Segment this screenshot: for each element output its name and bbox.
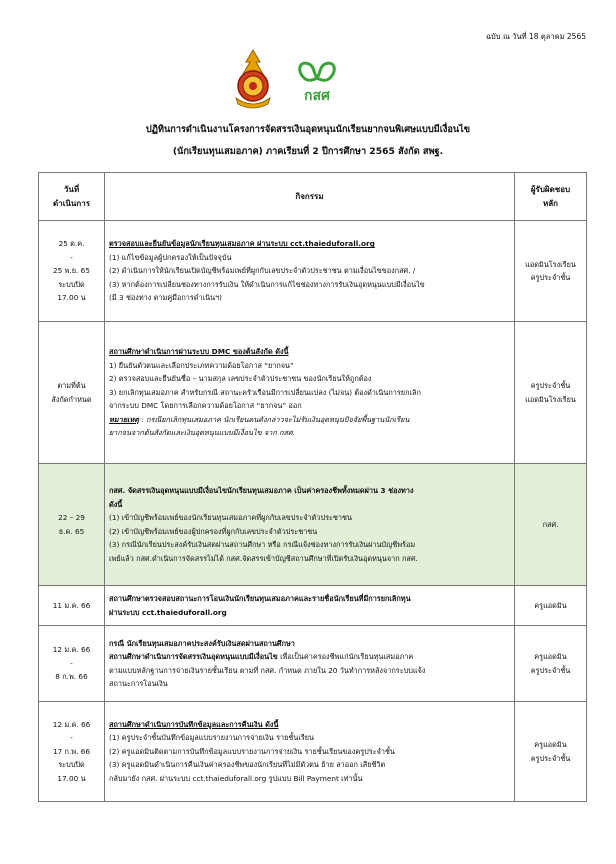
header-date: วันที่ ดำเนินการ <box>39 173 105 221</box>
row-responsible: ครูแอดมิน ครูประจำชั้น <box>515 626 587 702</box>
row-activity: สถานศึกษาดำเนินการผ่านระบบ DMC ของต้นสังกัด ดังนี้ 1) ยืนยันตัวตนและเลือกประเภทความด้อยโอกาส “ยากจน” 2) ตรวจสอบและยืนยันชื่อ – นามสกุล เลขประจำตัวประชาชน ของนักเรียนให้ถูกต้อง 3) ยกเลิกทุนเสมอภาค สำหรับกรณี สถานะครัวเรือนมีการเปลี่ยนแปลง (ไม่จน) ต้องดำเนินการยกเลิก จากระบบ DMC โดยการเลือกความด้อยโอกาส “ยากจน” ออก หมายเหตุ : กรณียกเลิกทุนเสมอภาค นักเรียนคนดังกล่าวจะไม่รับเงินอุดหนุนปัจจัยพื้นฐานนักเรียน ยากจนจากต้นสังกัดและเงินอุดหนุนแบบมีเงื่อนไข จาก กสศ. <box>105 322 515 464</box>
document-date: ฉบับ ณ วันที่ 18 ตุลาคม 2565 <box>485 32 586 41</box>
table-row <box>39 464 587 586</box>
schedule-table <box>38 172 587 802</box>
row-responsible: ครูแอดมิน <box>515 586 587 626</box>
table-row <box>39 702 587 802</box>
row-date: 22 – 29 ธ.ค. 65 <box>39 464 105 586</box>
row-date: ตามที่ต้น สังกัดกำหนด <box>39 322 105 464</box>
table-header-row <box>39 173 587 221</box>
row-date: 12 ม.ค. 66 - 8 ก.พ. 66 <box>39 626 105 702</box>
row-responsible: ครูแอดมิน ครูประจำชั้น <box>515 702 587 802</box>
row-activity: สถานศึกษาตรวจสอบสถานะการโอนเงินนักเรียนทุนเสมอภาคและรายชื่อนักเรียนที่มีการยกเลิกทุน ผ่านระบบ cct.thaieduforall.org <box>105 586 515 626</box>
page-title-line2: (นักเรียนทุนเสมอภาค) ภาคเรียนที่ 2 ปีการศึกษา 2565 สังกัด สพฐ. <box>172 146 444 157</box>
table-row <box>39 322 587 464</box>
eef-logo <box>294 56 340 104</box>
header-activity: กิจกรรม <box>105 173 515 221</box>
row-activity: สถานศึกษาดำเนินการบันทึกข้อมูลและการคืนเงิน ดังนี้ (1) ครูประจำชั้นบันทึกข้อมูลแบบรายงานการจ่ายเงิน รายชั้นเรียน (2) ครูแอดมินติดตามการบันทึกข้อมูลแบบรายงานการจ่ายเงิน รายชั้นเรียนของครูประจำชั้น (3) ครูแอดมินดำเนินการคืนเงินค่าครองชีพของนักเรียนที่ไม่มีตัวตน ย้าย ลาออก เสียชีวิต กลับมายัง กสศ. ผ่านระบบ cct.thaieduforall.org รูปแบบ Bill Payment เท่านั้น <box>105 702 515 802</box>
table-row <box>39 221 587 322</box>
row-responsible: แอดมินโรงเรียน ครูประจำชั้น <box>515 221 587 322</box>
eef-logo-text: กสศ <box>304 88 330 104</box>
row-date: 11 ม.ค. 66 <box>39 586 105 626</box>
row-date: 25 ต.ค. - 25 พ.ย. 65 ระบบปิด 17.00 น <box>39 221 105 322</box>
table-row <box>39 586 587 626</box>
ministry-emblem-logo <box>230 48 276 110</box>
row-responsible: กสศ. <box>515 464 587 586</box>
row-responsible: ครูประจำชั้น แอดมินโรงเรียน <box>515 322 587 464</box>
header-responsible: ผู้รับผิดชอบ หลัก <box>515 173 587 221</box>
row-activity: กสศ. จัดสรรเงินอุดหนุนแบบมีเงื่อนไขนักเรียนทุนเสมอภาค เป็นค่าครองชีพทั้งหมดผ่าน 3 ช่องทาง ดังนี้ (1) เข้าบัญชีพร้อมเพย์ของนักเรียนทุนเสมอภาคที่ผูกกับเลขประจำตัวประชาชน (2) เข้าบัญชีพร้อมเพย์ของผู้ปกครองที่ผูกกับเลขประจำตัวประชาชน (3) กรณีนักเรียนประสงค์รับเงินสดผ่านสถานศึกษา หรือ กรณีแจ้งช่องทางการรับเงินผ่านบัญชีพร้อม เพย์แล้ว กสศ.ดำเนินการจัดสรรไม่ได้ กสศ.จัดสรรเข้าบัญชีสถานศึกษาที่เปิดรับเงินอุดหนุนจาก กสศ. <box>105 464 515 586</box>
row-activity: กรณี นักเรียนทุนเสมอภาคประสงค์รับเงินสดผ่านสถานศึกษา สถานศึกษาดำเนินการจัดสรรเงินอุดหนุนแบบมีเงื่อนไข เพื่อเป็นค่าครองชีพแก่นักเรียนทุนเสมอภาค ตามแบบหลักฐานการจ่ายเงินรายชั้นเรียน ตามที่ กสศ. กำหนด ภายใน 20 วันทำการหลังจากระบบแจ้ง สถานะการโอนเงิน <box>105 626 515 702</box>
table-row <box>39 626 587 702</box>
row-date: 12 ม.ค. 66 - 17 ก.พ. 66 ระบบปิด 17.00 น <box>39 702 105 802</box>
row-activity: ตรวจสอบและยืนยันข้อมูลนักเรียนทุนเสมอภาค ผ่านระบบ cct.thaieduforall.org (1) แก้ไขข้อมูลผู้ปกครองให้เป็นปัจจุบัน (2) ดำเนินการให้นักเรียนเปิดบัญชีพร้อมเพย์ที่ผูกกับเลขประจำตัวประชาชน ตามเงื่อนไขของกสศ. / (3) หากต้องการเปลี่ยนช่องทางการรับเงิน ให้ดำเนินการแก้ไขช่องทางการรับเงินอุดหนุนแบบมีเงื่อนไข (มี 3 ช่องทาง ตามคู่มือการดำเนินฯ) <box>105 221 515 322</box>
page-title-line1: ปฏิทินการดำเนินงานโครงการจัดสรรเงินอุดหนุนนักเรียนยากจนพิเศษแบบมีเงื่อนไข <box>145 124 471 135</box>
